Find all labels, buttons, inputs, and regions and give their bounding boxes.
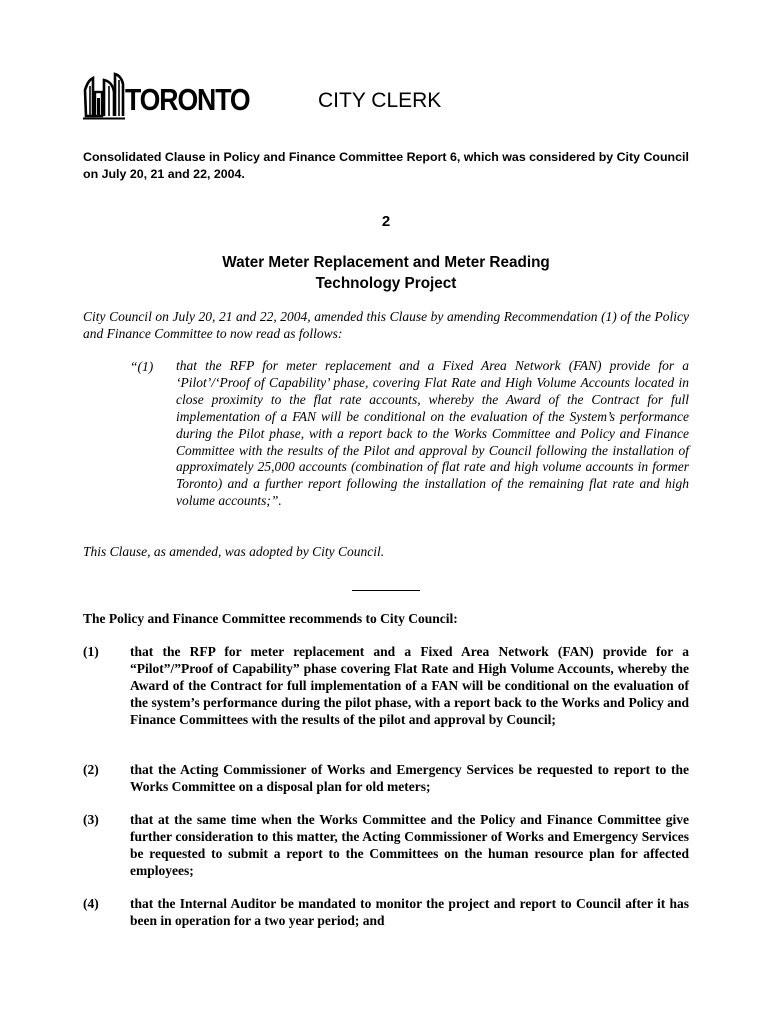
consolidated-clause-note: Consolidated Clause in Policy and Finance Committee Report 6, which was considered by City Council on July 20, 21 and 22, 2004. — [83, 150, 689, 181]
section-divider — [352, 590, 420, 591]
city-hall-icon — [83, 72, 125, 124]
logo-wordmark: TORONTO — [125, 82, 250, 117]
council-amendment-intro: City Council on July 20, 21 and 22, 2004, amended this Clause by amending Recommendation (1) of the Policy and Finance Committee to now read as follows: — [83, 309, 689, 341]
recommendation-3-text: that at the same time when the Works Committee and the Policy and Finance Committee give further consideration to this matter, the Acting Commissioner of Works and Emergency Services be requested to submit a report to the Committees on the human resource plan for affected employees; — [130, 812, 689, 878]
adoption-note: This Clause, as amended, was adopted by City Council. — [83, 544, 385, 559]
department-heading: CITY CLERK — [318, 89, 442, 112]
title-line-2: Technology Project — [315, 275, 457, 292]
title-line-1: Water Meter Replacement and Meter Reading — [222, 254, 550, 271]
recommendation-3-number: (3) — [83, 812, 99, 827]
amended-recommendation-number: “(1) — [130, 359, 154, 374]
city-of-toronto-logo — [83, 72, 250, 124]
recommendation-1-number: (1) — [83, 644, 99, 659]
committee-recommends-heading: The Policy and Finance Committee recommends to City Council: — [83, 611, 458, 626]
recommendation-1-text: that the RFP for meter replacement and a Fixed Area Network (FAN) provide for a “Pilot”/”Proof of Capability” phase covering Flat Rate and High Volume Accounts, whereby the Award of the Contract for full implementation of a FAN will be conditional on the evaluation of the system’s performance during the pilot phase, with a report back to the Works and Policy and Finance Committees with the results of the pilot and approval by Council; — [130, 644, 689, 727]
document-title — [83, 252, 689, 294]
recommendation-4-number: (4) — [83, 896, 99, 911]
recommendation-2-text: that the Acting Commissioner of Works and Emergency Services be requested to report to the Works Committee on a disposal plan for old meters; — [130, 762, 689, 794]
recommendation-2-number: (2) — [83, 762, 99, 777]
clause-number: 2 — [381, 213, 391, 230]
recommendation-4-text: that the Internal Auditor be mandated to monitor the project and report to Council after it has been in operation for a two year period; and — [130, 896, 689, 928]
amended-recommendation-text: that the RFP for meter replacement and a Fixed Area Network (FAN) provide for a ‘Pilot’/‘Proof of Capability’ phase, covering Flat Rate and High Volume Accounts located in close proximity to the flat rate accounts, whereby the Award of the Contract for full implementation of a FAN will be conditional on the evaluation of the System’s performance during the Pilot phase, with a report back to the Works Committee and Policy and Finance Committee with the results of the Pilot and approval by Council following the installation of approximately 25,000 accounts (combination of flat rate and high volume accounts in former Toronto) and a further report following the installation of the remaining flat rate and high volume accounts;”. — [176, 358, 689, 509]
